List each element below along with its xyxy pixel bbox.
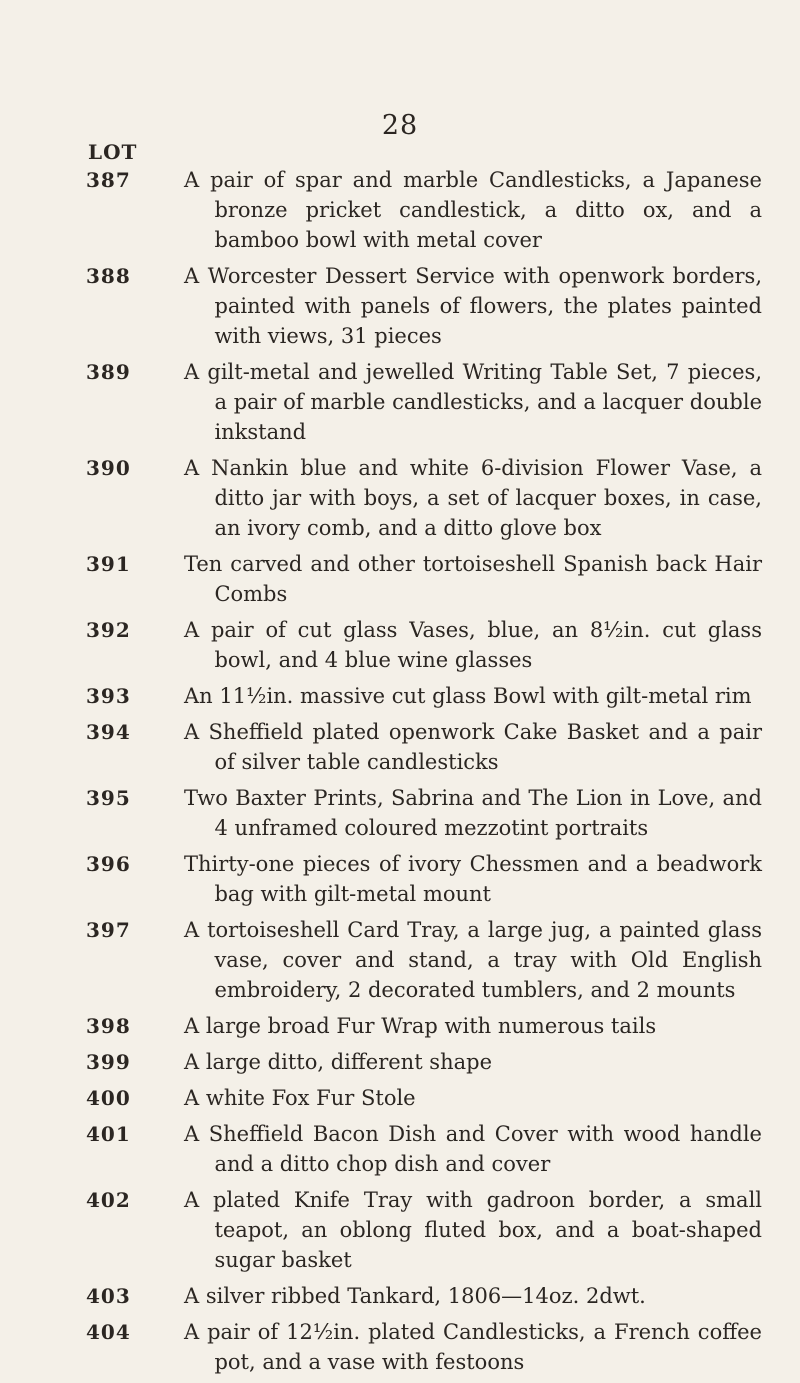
lot-entry <box>0 615 800 675</box>
lot-number: 397 <box>86 918 131 942</box>
lot-description: A white Fox Fur Stole <box>184 1086 416 1110</box>
lot-number: 389 <box>86 360 131 384</box>
lot-column-header: LOT <box>88 140 138 164</box>
lot-description: A gilt-metal and jewelled Writing Table Set, 7 pieces, a pair of marble candlesticks, and a lacquer double inkstand <box>184 360 762 444</box>
lot-description: Thirty-one pieces of ivory Chessmen and a beadwork bag with gilt-metal mount <box>184 852 762 906</box>
lot-number: 402 <box>86 1188 131 1212</box>
lot-number: 400 <box>86 1086 131 1110</box>
lot-number: 387 <box>86 168 131 192</box>
lot-entry <box>0 1083 800 1113</box>
lot-number: 403 <box>86 1284 131 1308</box>
lot-entry <box>0 1317 800 1377</box>
lot-description: A pair of spar and marble Candlesticks, a Japanese bronze pricket candlestick, a ditto ox, and a bamboo bowl with metal cover <box>184 168 762 252</box>
lot-description: A Sheffield Bacon Dish and Cover with wood handle and a ditto chop dish and cover <box>184 1122 762 1176</box>
lot-entry <box>0 849 800 909</box>
lot-list <box>0 165 800 1383</box>
lot-entry <box>0 1281 800 1311</box>
lot-entry <box>0 783 800 843</box>
lot-description: A tortoiseshell Card Tray, a large jug, a painted glass vase, cover and stand, a tray with Old English embroidery, 2 decorated tumblers, and 2 mounts <box>184 918 762 1002</box>
lot-entry <box>0 1011 800 1041</box>
lot-description: A pair of cut glass Vases, blue, an 8½in. cut glass bowl, and 4 blue wine glasses <box>184 618 762 672</box>
lot-number: 404 <box>86 1320 131 1344</box>
page-number: 28 <box>381 110 419 141</box>
lot-number: 388 <box>86 264 131 288</box>
lot-number: 393 <box>86 684 131 708</box>
lot-entry <box>0 357 800 447</box>
lot-entry <box>0 681 800 711</box>
lot-number: 401 <box>86 1122 131 1146</box>
lot-description: A Worcester Dessert Service with openwork borders, painted with panels of flowers, the plates painted with views, 31 pieces <box>184 264 762 348</box>
lot-number: 396 <box>86 852 131 876</box>
lot-number: 395 <box>86 786 131 810</box>
lot-entry <box>0 549 800 609</box>
lot-entry <box>0 261 800 351</box>
lot-entry <box>0 1047 800 1077</box>
lot-entry <box>0 1185 800 1275</box>
lot-description: A large ditto, different shape <box>184 1050 492 1074</box>
lot-description: An 11½in. massive cut glass Bowl with gilt-metal rim <box>184 684 752 708</box>
lot-description: A Nankin blue and white 6-division Flower Vase, a ditto jar with boys, a set of lacquer boxes, in case, an ivory comb, and a ditto glove box <box>184 456 762 540</box>
lot-entry <box>0 1119 800 1179</box>
lot-description: A plated Knife Tray with gadroon border, a small teapot, an oblong fluted box, and a boat-shaped sugar basket <box>184 1188 762 1272</box>
lot-description: A large broad Fur Wrap with numerous tails <box>184 1014 657 1038</box>
lot-entry <box>0 453 800 543</box>
lot-number: 398 <box>86 1014 131 1038</box>
lot-entry <box>0 915 800 1005</box>
lot-number: 394 <box>86 720 131 744</box>
lot-description: Ten carved and other tortoiseshell Spanish back Hair Combs <box>184 552 762 606</box>
lot-number: 399 <box>86 1050 131 1074</box>
lot-number: 391 <box>86 552 131 576</box>
lot-entry <box>0 165 800 255</box>
lot-entry <box>0 717 800 777</box>
lot-description: A silver ribbed Tankard, 1806—14oz. 2dwt. <box>184 1284 646 1308</box>
lot-number: 392 <box>86 618 131 642</box>
lot-description: Two Baxter Prints, Sabrina and The Lion in Love, and 4 unframed coloured mezzotint portraits <box>184 786 762 840</box>
lot-number: 390 <box>86 456 131 480</box>
lot-description: A pair of 12½in. plated Candlesticks, a French coffee pot, and a vase with festoons <box>184 1320 762 1374</box>
lot-description: A Sheffield plated openwork Cake Basket and a pair of silver table candlesticks <box>184 720 762 774</box>
